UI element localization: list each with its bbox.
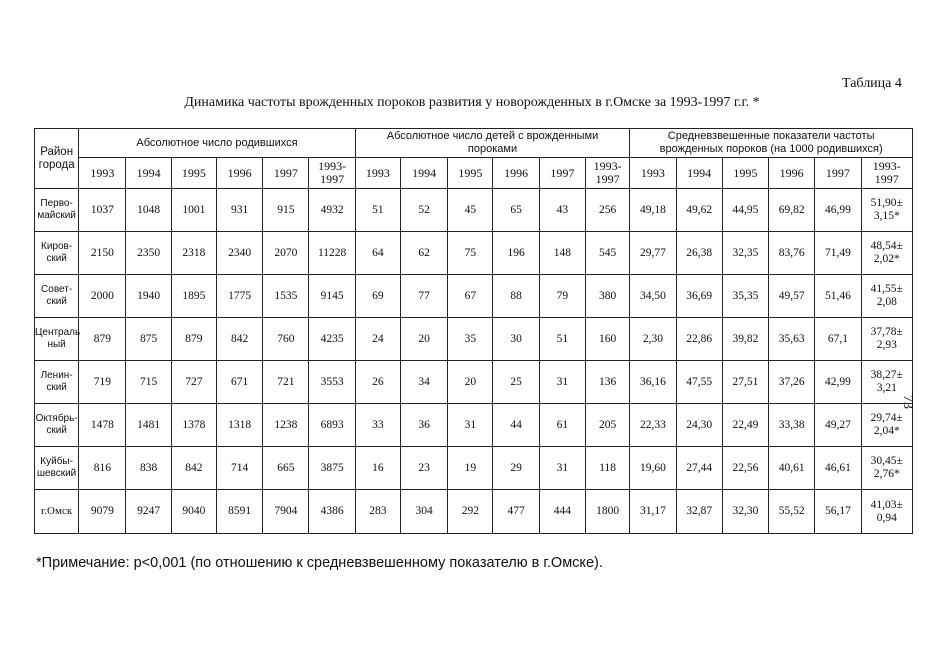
value-cell: 40,61 [769,447,815,490]
value-cell: 24 [355,318,400,361]
header-rates: Средневзвешенные показатели частоты врожденных пороков (на 1000 родившихся) [630,129,913,158]
value-cell: 25 [493,361,539,404]
value-cell: 49,27 [815,404,861,447]
value-cell: 26 [355,361,400,404]
table-row [35,318,913,361]
value-cell: 22,56 [722,447,768,490]
page-number: 73 [900,395,915,409]
value-cell: 9247 [126,490,171,534]
value-cell: 19,60 [630,447,676,490]
district-cell: Куйбы- шевский [35,447,79,490]
value-cell: 29 [493,447,539,490]
header-year: 1997 [263,158,309,189]
value-cell: 1775 [216,275,262,318]
header-year: 1993- 1997 [861,158,912,189]
value-cell: 8591 [216,490,262,534]
value-cell: 31 [539,361,585,404]
value-cell: 36 [400,404,447,447]
table-row [35,232,913,275]
header-year: 1996 [216,158,262,189]
value-cell: 36,69 [676,275,722,318]
value-cell: 51 [355,189,400,232]
value-cell: 136 [585,361,629,404]
value-cell: 545 [585,232,629,275]
value-cell: 1800 [585,490,629,534]
value-cell: 721 [263,361,309,404]
value-cell: 816 [79,447,126,490]
value-cell: 879 [171,318,216,361]
value-cell: 3875 [309,447,355,490]
header-year: 1996 [769,158,815,189]
value-cell: 292 [448,490,493,534]
value-cell: 41,03± 0,94 [861,490,912,534]
value-cell: 24,30 [676,404,722,447]
value-cell: 1940 [126,275,171,318]
table-row [35,275,913,318]
value-cell: 35,35 [722,275,768,318]
value-cell: 26,38 [676,232,722,275]
value-cell: 64 [355,232,400,275]
value-cell: 3553 [309,361,355,404]
header-year: 1996 [493,158,539,189]
value-cell: 34 [400,361,447,404]
value-cell: 148 [539,232,585,275]
value-cell: 39,82 [722,318,768,361]
value-cell: 38,27± 3,21 [861,361,912,404]
value-cell: 11228 [309,232,355,275]
table-title: Динамика частоты врожденных пороков развития у новорожденных в г.Омске за 1993-1997 г.г. * [184,95,760,110]
value-cell: 7904 [263,490,309,534]
value-cell: 4235 [309,318,355,361]
value-cell: 79 [539,275,585,318]
value-cell: 671 [216,361,262,404]
value-cell: 27,51 [722,361,768,404]
value-cell: 32,35 [722,232,768,275]
value-cell: 727 [171,361,216,404]
value-cell: 879 [79,318,126,361]
table-row [35,447,913,490]
table-row [35,490,913,534]
value-cell: 842 [171,447,216,490]
value-cell: 42,99 [815,361,861,404]
value-cell: 32,30 [722,490,768,534]
table-row [35,189,913,232]
value-cell: 1318 [216,404,262,447]
value-cell: 9040 [171,490,216,534]
value-cell: 44,95 [722,189,768,232]
value-cell: 47,55 [676,361,722,404]
header-year: 1993- 1997 [309,158,355,189]
value-cell: 30 [493,318,539,361]
value-cell: 2318 [171,232,216,275]
value-cell: 55,52 [769,490,815,534]
value-cell: 838 [126,447,171,490]
value-cell: 9079 [79,490,126,534]
value-cell: 118 [585,447,629,490]
footnote: *Примечание: p<0,001 (по отношению к средневзвешенному показателю в г.Омске). [36,555,603,571]
value-cell: 52 [400,189,447,232]
district-cell: Ленин- ский [35,361,79,404]
value-cell: 31 [539,447,585,490]
value-cell: 69 [355,275,400,318]
header-year: 1994 [400,158,447,189]
value-cell: 2150 [79,232,126,275]
header-year: 1995 [171,158,216,189]
value-cell: 4386 [309,490,355,534]
value-cell: 20 [400,318,447,361]
header-year: 1995 [722,158,768,189]
value-cell: 49,57 [769,275,815,318]
value-cell: 196 [493,232,539,275]
value-cell: 51,46 [815,275,861,318]
header-year: 1997 [539,158,585,189]
value-cell: 1481 [126,404,171,447]
value-cell: 56,17 [815,490,861,534]
value-cell: 41,55± 2,08 [861,275,912,318]
value-cell: 37,78± 2,93 [861,318,912,361]
value-cell: 33,38 [769,404,815,447]
value-cell: 31 [448,404,493,447]
header-year: 1994 [676,158,722,189]
value-cell: 2070 [263,232,309,275]
table-row [35,404,913,447]
value-cell: 477 [493,490,539,534]
value-cell: 256 [585,189,629,232]
value-cell: 67,1 [815,318,861,361]
value-cell: 35,63 [769,318,815,361]
value-cell: 65 [493,189,539,232]
value-cell: 71,49 [815,232,861,275]
value-cell: 22,86 [676,318,722,361]
value-cell: 714 [216,447,262,490]
header-year: 1993 [355,158,400,189]
value-cell: 22,49 [722,404,768,447]
header-year: 1997 [815,158,861,189]
value-cell: 380 [585,275,629,318]
value-cell: 30,45± 2,76* [861,447,912,490]
value-cell: 2000 [79,275,126,318]
value-cell: 2340 [216,232,262,275]
malformations-table [34,128,913,534]
value-cell: 43 [539,189,585,232]
value-cell: 61 [539,404,585,447]
value-cell: 283 [355,490,400,534]
value-cell: 36,16 [630,361,676,404]
value-cell: 20 [448,361,493,404]
value-cell: 75 [448,232,493,275]
value-cell: 22,33 [630,404,676,447]
value-cell: 62 [400,232,447,275]
table-row [35,361,913,404]
value-cell: 33 [355,404,400,447]
value-cell: 9145 [309,275,355,318]
value-cell: 34,50 [630,275,676,318]
header-district: Район города [35,129,79,189]
value-cell: 715 [126,361,171,404]
district-cell: Совет- ский [35,275,79,318]
district-cell: Централь ный [35,318,79,361]
value-cell: 2,30 [630,318,676,361]
district-cell: Октябрь- ский [35,404,79,447]
header-year: 1993 [79,158,126,189]
header-births: Абсолютное число родившихся [79,129,356,158]
value-cell: 842 [216,318,262,361]
district-cell: Перво- майский [35,189,79,232]
value-cell: 2350 [126,232,171,275]
value-cell: 49,62 [676,189,722,232]
header-year: 1994 [126,158,171,189]
value-cell: 35 [448,318,493,361]
header-year: 1993 [630,158,676,189]
value-cell: 44 [493,404,539,447]
value-cell: 760 [263,318,309,361]
value-cell: 931 [216,189,262,232]
value-cell: 23 [400,447,447,490]
value-cell: 16 [355,447,400,490]
value-cell: 304 [400,490,447,534]
value-cell: 1037 [79,189,126,232]
value-cell: 1001 [171,189,216,232]
value-cell: 67 [448,275,493,318]
value-cell: 19 [448,447,493,490]
value-cell: 1378 [171,404,216,447]
value-cell: 51 [539,318,585,361]
value-cell: 31,17 [630,490,676,534]
value-cell: 88 [493,275,539,318]
value-cell: 1238 [263,404,309,447]
value-cell: 29,74± 2,04* [861,404,912,447]
value-cell: 29,77 [630,232,676,275]
value-cell: 4932 [309,189,355,232]
value-cell: 49,18 [630,189,676,232]
value-cell: 48,54± 2,02* [861,232,912,275]
district-cell: г.Омск [35,490,79,534]
value-cell: 1535 [263,275,309,318]
value-cell: 160 [585,318,629,361]
table-number: Таблица 4 [842,76,902,91]
value-cell: 1478 [79,404,126,447]
value-cell: 205 [585,404,629,447]
value-cell: 77 [400,275,447,318]
value-cell: 27,44 [676,447,722,490]
value-cell: 719 [79,361,126,404]
value-cell: 665 [263,447,309,490]
value-cell: 69,82 [769,189,815,232]
header-year: 1995 [448,158,493,189]
header-malformations: Абсолютное число детей с врожденными пороками [355,129,630,158]
value-cell: 46,61 [815,447,861,490]
value-cell: 32,87 [676,490,722,534]
value-cell: 915 [263,189,309,232]
value-cell: 6893 [309,404,355,447]
value-cell: 444 [539,490,585,534]
district-cell: Киров- ский [35,232,79,275]
value-cell: 46,99 [815,189,861,232]
value-cell: 1048 [126,189,171,232]
value-cell: 51,90± 3,15* [861,189,912,232]
value-cell: 875 [126,318,171,361]
value-cell: 45 [448,189,493,232]
value-cell: 37,26 [769,361,815,404]
header-year: 1993- 1997 [585,158,629,189]
value-cell: 1895 [171,275,216,318]
value-cell: 83,76 [769,232,815,275]
